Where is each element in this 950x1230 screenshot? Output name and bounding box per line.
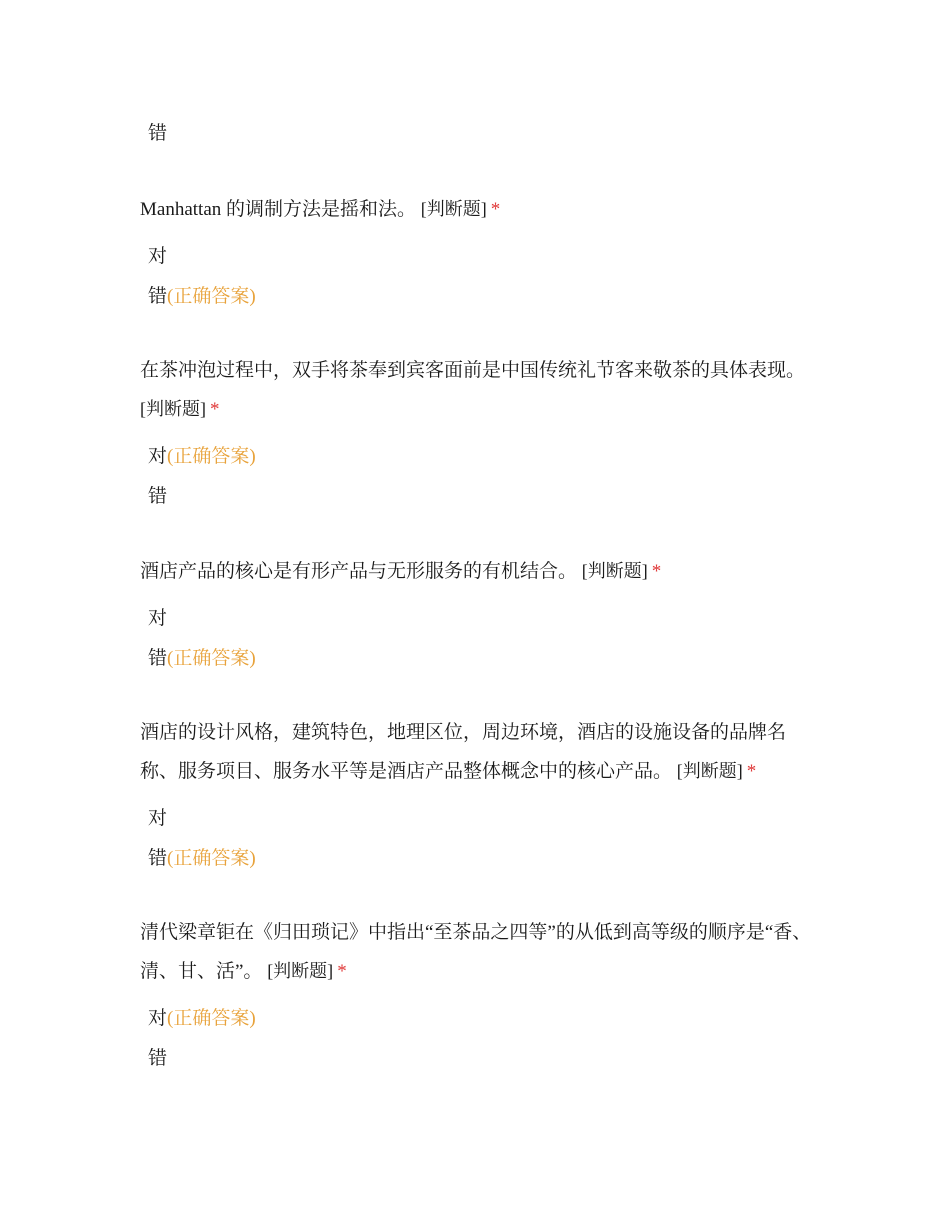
option-false[interactable]: 错(正确答案) xyxy=(148,848,256,869)
option-false[interactable]: 错(正确答案) xyxy=(148,286,256,307)
option-true[interactable]: 对 xyxy=(148,608,168,629)
required-mark: * xyxy=(746,761,757,782)
option-true[interactable]: 对(正确答案) xyxy=(148,446,256,467)
question-type-label: [判断题] xyxy=(420,199,487,219)
option-true[interactable]: 对 xyxy=(148,808,168,829)
question-type-label: [判断题] xyxy=(140,399,206,419)
correct-answer-tag: (正确答案) xyxy=(167,446,256,467)
option-false[interactable]: 错 xyxy=(148,486,168,507)
question-text: 清代梁章钜在《归田琐记》中指出“至茶品之四等”的从低到高等级的顺序是“香、清、甘、活”。 [判断题] * xyxy=(140,922,812,982)
question-type-label: [判断题] xyxy=(676,761,743,781)
question-3 xyxy=(140,552,820,679)
correct-answer-tag: (正确答案) xyxy=(167,848,256,869)
question-text: Manhattan 的调制方法是摇和法。 [判断题] * xyxy=(140,199,501,220)
correct-answer-tag: (正确答案) xyxy=(167,648,256,669)
question-type-label: [判断题] xyxy=(581,561,648,581)
option-prev-question-wrong[interactable] xyxy=(148,120,167,148)
question-5 xyxy=(140,914,820,1079)
option-label: 错 xyxy=(148,123,168,144)
question-1 xyxy=(140,190,820,317)
question-text: 酒店产品的核心是有形产品与无形服务的有机结合。 [判断题] * xyxy=(140,561,662,582)
correct-answer-tag: (正确答案) xyxy=(167,1008,256,1029)
required-mark: * xyxy=(210,399,220,420)
correct-answer-tag: (正确答案) xyxy=(167,286,256,307)
required-mark: * xyxy=(490,199,501,220)
required-mark: * xyxy=(337,961,347,982)
question-4 xyxy=(140,714,820,879)
required-mark: * xyxy=(651,561,662,582)
option-true[interactable]: 对(正确答案) xyxy=(148,1008,256,1029)
option-true[interactable]: 对 xyxy=(148,246,168,267)
question-type-label: [判断题] xyxy=(267,961,334,981)
question-2 xyxy=(140,352,820,517)
option-false[interactable]: 错(正确答案) xyxy=(148,648,256,669)
option-false[interactable]: 错 xyxy=(148,1048,168,1069)
question-text: 在茶冲泡过程中，双手将茶奉到宾客面前是中国传统礼节客来敬茶的具体表现。 [判断题] * xyxy=(140,360,806,420)
question-text: 酒店的设计风格，建筑特色，地理区位，周边环境，酒店的设施设备的品牌名称、服务项目、服务水平等是酒店产品整体概念中的核心产品。 [判断题] * xyxy=(140,722,787,782)
